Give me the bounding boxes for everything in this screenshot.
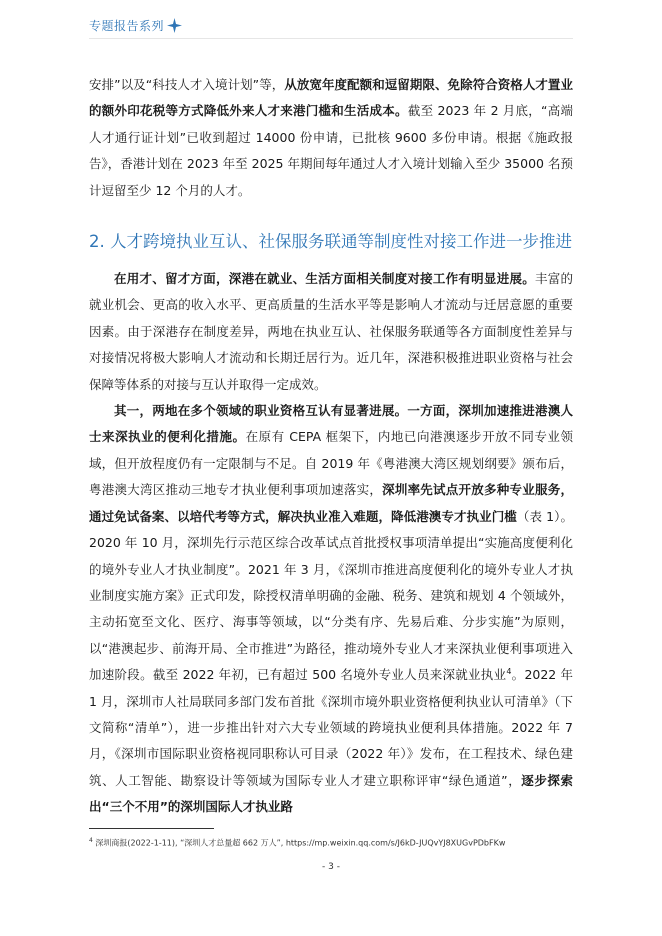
footnote-reference[interactable]: 4 bbox=[506, 666, 512, 676]
bold-run: 深圳率先试点开放多种专业服务，通过免试备案、以培代考等方式，解决执业准入难题，降低港澳专才执业门槛 bbox=[89, 482, 573, 524]
page-body bbox=[89, 72, 573, 821]
text-run: 丰富的就业机会、更高的收入水平、更高质量的生活水平等是影响人才流动与迁居意愿的重要因素。由于深港存在制度差异，两地在执业互认、社保服务联通等各方面制度性差异与对接情况将极大影响人才流动和长期迁居行为。近几年，深港积极推进职业资格与社会保障等体系的对接与互认并取得一定成效。 bbox=[89, 271, 573, 392]
header-divider bbox=[89, 38, 573, 39]
footnote-divider bbox=[89, 828, 214, 829]
footnote-marker: 4 bbox=[89, 837, 93, 844]
bold-run: 在用才、留才方面，深港在就业、生活方面相关制度对接工作有明显进展。 bbox=[114, 271, 535, 287]
footnote-text: 深圳商报(2022-1-11), “深圳人才总量超 662 万人”, https://mp.weixin.qq.com/s/J6kD-JUQvYJ8XUGvPDbFKw bbox=[95, 838, 506, 848]
text-run: 。2022 年 1 月，深圳市人社局联同多部门发布首批《深圳市境外职业资格便利执业认可清单》（下文简称“清单”），进一步推出针对六大专业领域的跨境执业便利具体措施。2022 年 7 月，《深圳市国际职业资格视同职称认可目录（2022 年）》发布，在工程技术、绿色建筑、人工智能、勘察设计等领域为国际专业人才建立职称评审“绿色通道”， bbox=[89, 667, 573, 788]
text-run: 安排”以及“科技人才入境计划”等， bbox=[89, 77, 285, 92]
footnote bbox=[89, 835, 589, 850]
bold-run: 其一，两地在多个领域的职业资格互认有显著进展。一方面，深圳加速推进港澳人士来深执业的便利化措施。 bbox=[89, 403, 573, 445]
four-point-star-icon bbox=[167, 18, 182, 33]
paragraph-qualification bbox=[89, 398, 573, 821]
text-run: （表 1）。2020 年 10 月，深圳先行示范区综合改革试点首批授权事项清单提出“实施高度便利化的境外专业人才执业制度”。2021 年 3 月，《深圳市推进高度便利化的境外专业人才执业制度实施方案》正式印发，除授权清单明确的金融、税务、建筑和规划 4 个领域外，主动拓宽至文化、医疗、海事等领域，以“分类有序、先易后难、分步实施”为原则，以“港澳起步、前海开局、全市推进”为路径，推动境外专业人才来深执业便利事项进入加速阶段。截至 2022 年初，已有超过 500 名境外专业人员来深就业执业 bbox=[89, 508, 573, 683]
text-run: 截至 2023 年 2 月底，“高端人才通行证计划”已收到超过 14000 份申请，已批核 9600 多份申请。根据《施政报告》，香港计划在 2023 年至 2025 年期间每年通过人才入境计划输入至少 35000 名预计逗留至少 12 个月的人才。 bbox=[89, 103, 573, 198]
paragraph-intro bbox=[89, 266, 573, 398]
page-header bbox=[89, 14, 182, 36]
section-heading: 2. 人才跨境执业互认、社保服务联通等制度性对接工作进一步推进 bbox=[89, 232, 572, 252]
bold-run: 逐步探索出“三个不用”的深圳国际人才执业路 bbox=[89, 772, 573, 815]
paragraph-continued bbox=[89, 72, 573, 204]
bold-run: 从放宽年度配额和逗留期限、免除符合资格人才置业的额外印花税等方式降低外来人才来港门槛和生活成本。 bbox=[89, 77, 573, 119]
page-number: - 3 - bbox=[322, 862, 340, 872]
series-title: 专题报告系列 bbox=[89, 18, 165, 33]
text-run: 在原有 CEPA 框架下，内地已向港澳逐步开放不同专业领域，但开放程度仍有一定限制与不足。自 2019 年《粤港澳大湾区规划纲要》颁布后，粤港澳大湾区推动三地专才执业便利事项加速落实， bbox=[89, 429, 573, 498]
